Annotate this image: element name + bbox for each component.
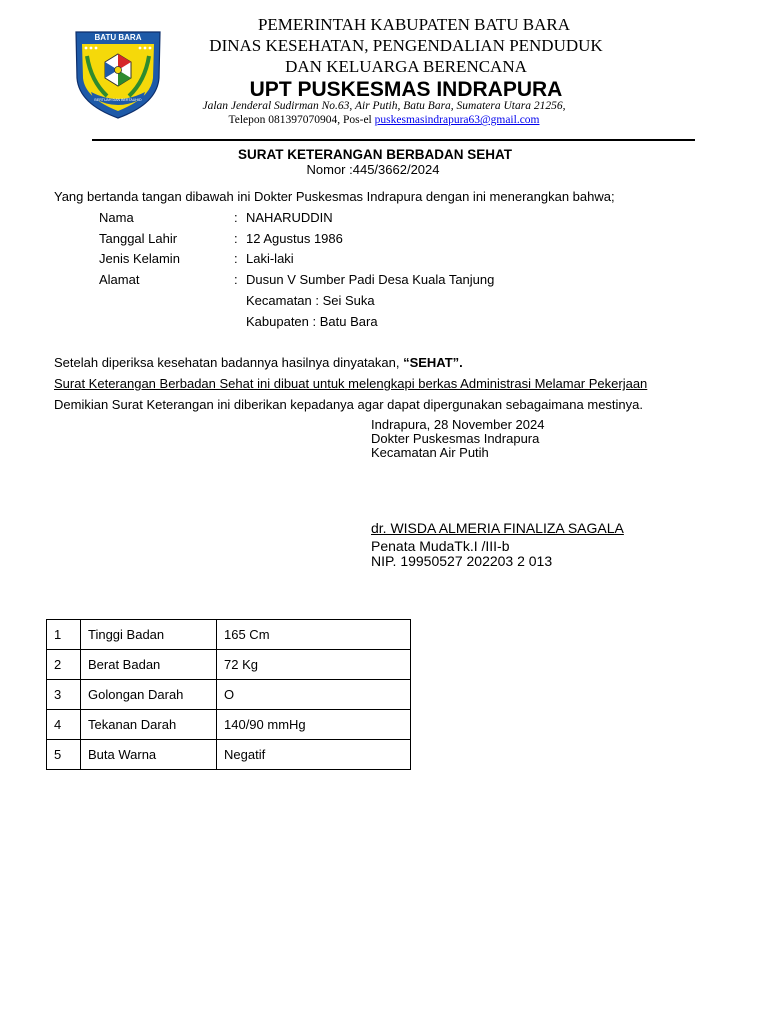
table-row <box>47 620 411 650</box>
signer-nip: NIP. 19950527 202203 2 013 <box>371 553 553 569</box>
table-row <box>47 680 411 710</box>
row-number: 1 <box>47 620 81 650</box>
health-measurements-table <box>46 619 411 770</box>
measurement-name: Buta Warna <box>81 740 217 770</box>
result-statement <box>54 355 463 370</box>
result-text: Setelah diperiksa kesehatan badannya hasilnya dinyatakan, <box>54 355 404 370</box>
table-row <box>47 740 411 770</box>
row-number: 4 <box>47 710 81 740</box>
measurement-name: Tekanan Darah <box>81 710 217 740</box>
field-label-name: Nama <box>99 210 134 225</box>
field-label-birthdate: Tanggal Lahir <box>99 231 178 246</box>
field-label-address: Alamat <box>99 272 140 287</box>
logo-text: BATU BARA <box>94 33 142 42</box>
field-colon: : <box>234 272 238 287</box>
header-department: DINAS KESEHATAN, PENGENDALIAN PENDUDUK <box>209 36 603 55</box>
field-value-address-district: Kecamatan : Sei Suka <box>246 293 375 308</box>
result-value: “SEHAT”. <box>403 355 463 370</box>
field-colon: : <box>234 210 238 225</box>
measurement-value: Negatif <box>217 740 411 770</box>
header-organization: UPT PUSKESMAS INDRAPURA <box>249 78 563 101</box>
table-row <box>47 650 411 680</box>
header-contact <box>0 114 768 126</box>
measurement-name: Golongan Darah <box>81 680 217 710</box>
intro-text: Yang bertanda tangan dibawah ini Dokter Puskesmas Indrapura dengan ini menerangkan bahwa; <box>54 189 615 204</box>
logo-motto: BERTUAH DAN BERTAUHID <box>94 98 142 102</box>
measurement-name: Berat Badan <box>81 650 217 680</box>
letter-title: SURAT KETERANGAN BERBADAN SEHAT <box>237 147 512 162</box>
row-number: 3 <box>47 680 81 710</box>
field-colon: : <box>234 231 238 246</box>
field-colon: : <box>234 251 238 266</box>
letterhead-divider <box>92 139 695 141</box>
header-address: Jalan Jenderal Sudirman No.63, Air Putih, Batu Bara, Sumatera Utara 21256, <box>202 100 566 112</box>
row-number: 2 <box>47 650 81 680</box>
table-row <box>47 710 411 740</box>
signer-name: dr. WISDA ALMERIA FINALIZA SAGALA <box>371 520 624 536</box>
signer-position: Dokter Puskesmas Indrapura <box>371 431 540 446</box>
measurement-value: 140/90 mmHg <box>217 710 411 740</box>
measurement-value: O <box>217 680 411 710</box>
row-number: 5 <box>47 740 81 770</box>
field-value-gender: Laki-laki <box>246 251 294 266</box>
place-date: Indrapura, 28 November 2024 <box>371 417 545 432</box>
purpose-text: Surat Keterangan Berbadan Sehat ini dibuat untuk melengkapi berkas Administrasi Melamar Pekerjaan <box>54 376 648 391</box>
letter-number: Nomor :445/3662/2024 <box>306 162 440 177</box>
field-value-birthdate: 12 Agustus 1986 <box>246 231 343 246</box>
field-value-address: Dusun V Sumber Padi Desa Kuala Tanjung <box>246 272 495 287</box>
measurement-value: 72 Kg <box>217 650 411 680</box>
measurement-name: Tinggi Badan <box>81 620 217 650</box>
measurement-value: 165 Cm <box>217 620 411 650</box>
closing-text: Demikian Surat Keterangan ini diberikan kepadanya agar dapat dipergunakan sebagaimana mestinya. <box>54 397 643 412</box>
field-label-gender: Jenis Kelamin <box>99 251 180 266</box>
email-link[interactable]: puskesmasindrapura63@gmail.com <box>374 114 540 126</box>
header-phone: Telepon 081397070904, Pos-el <box>228 114 375 126</box>
header-government: PEMERINTAH KABUPATEN BATU BARA <box>257 15 571 34</box>
signer-rank: Penata MudaTk.I /III-b <box>371 538 510 554</box>
field-value-address-regency: Kabupaten : Batu Bara <box>246 314 378 329</box>
signer-district: Kecamatan Air Putih <box>371 445 489 460</box>
header-department-cont: DAN KELUARGA BERENCANA <box>285 57 527 76</box>
field-value-name: NAHARUDDIN <box>246 210 333 225</box>
